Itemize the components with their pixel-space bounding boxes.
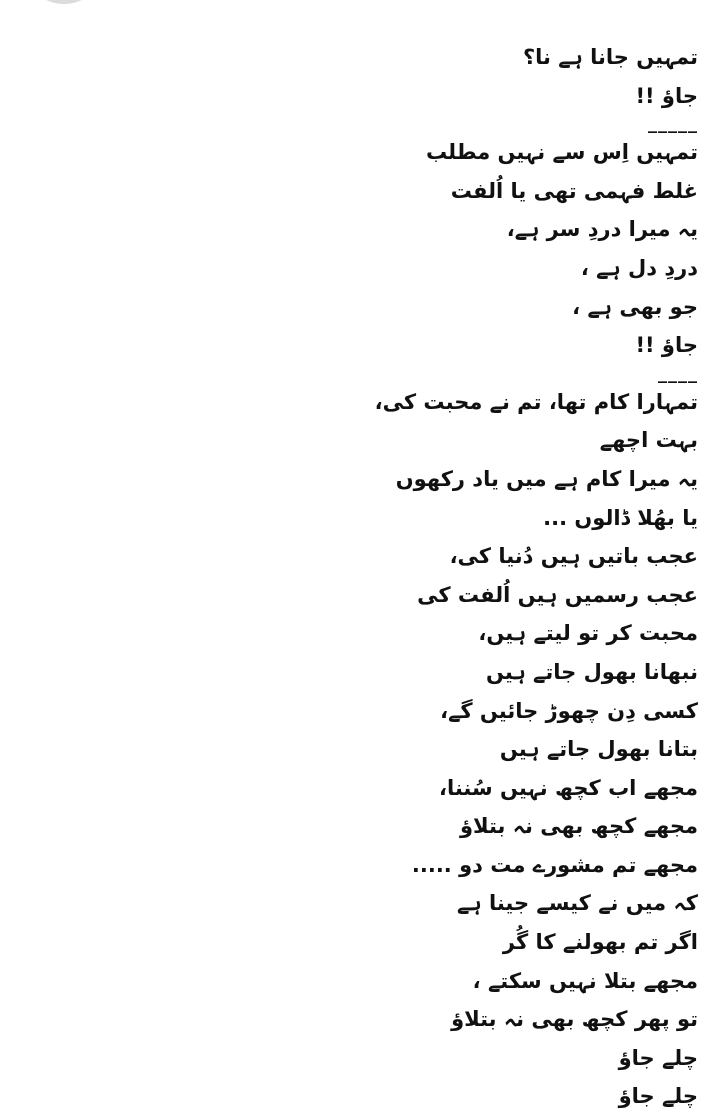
poem-line: جاؤ !! <box>635 333 698 358</box>
poem-line: دردِ دل ہے ، <box>580 255 698 280</box>
separator-long: _____ <box>648 113 698 135</box>
poem-line: بہت اچھے <box>599 428 698 453</box>
top-edge-shape <box>38 0 90 4</box>
poem-line: غلط فہمی تھی یا اُلفت <box>450 178 698 203</box>
poem-line: یہ میرا دردِ سر ہے، <box>506 217 698 242</box>
poem-line: یا بھُلا ڈالوں ... <box>543 505 698 530</box>
poem-line: عجب باتیں ہیں دُنیا کی، <box>449 544 698 569</box>
poem-line: تو پھر کچھ بھی نہ بتلاؤ <box>451 1007 698 1032</box>
poem-line: بتانا بھول جاتے ہیں <box>499 737 698 762</box>
poem-line: اگر تم بھولنے کا گُر <box>502 930 698 955</box>
poem-line: تمہارا کام تھا، تم نے محبت کی، <box>374 389 698 414</box>
poem-line: مجھے بتلا نہیں سکتے ، <box>472 968 698 993</box>
separator-short: ____ <box>658 362 698 384</box>
poem-line: جاؤ !! <box>635 83 698 108</box>
poem-line: یہ میرا کام ہے میں یاد رکھوں <box>395 466 698 491</box>
poem-text <box>0 38 698 1116</box>
poem-line: تمہیں اِس سے نہیں مطلب <box>425 140 698 165</box>
poem-line: کہ میں نے کیسے جینا ہے <box>457 891 698 916</box>
poem-line: محبت کر تو لیتے ہیں، <box>478 621 698 646</box>
poem-line: مجھے کچھ بھی نہ بتلاؤ <box>459 814 698 839</box>
poem-line: مجھے اب کچھ نہیں سُننا، <box>439 775 698 800</box>
poem-line: نبھانا بھول جاتے ہیں <box>485 659 698 684</box>
poem-line: مجھے تم مشورے مت دو ..... <box>411 852 698 877</box>
poem-line: عجب رسمیں ہیں اُلفت کی <box>417 582 698 607</box>
poem-line: کسی دِن چھوڑ جائیں گے، <box>440 698 698 723</box>
poem-line: تمہیں جانا ہے نا؟ <box>522 45 698 69</box>
poem-line: چلے جاؤ <box>618 1084 698 1109</box>
poem-line: چلے جاؤ <box>618 1045 698 1070</box>
poem-line: جو بھی ہے ، <box>572 294 698 319</box>
